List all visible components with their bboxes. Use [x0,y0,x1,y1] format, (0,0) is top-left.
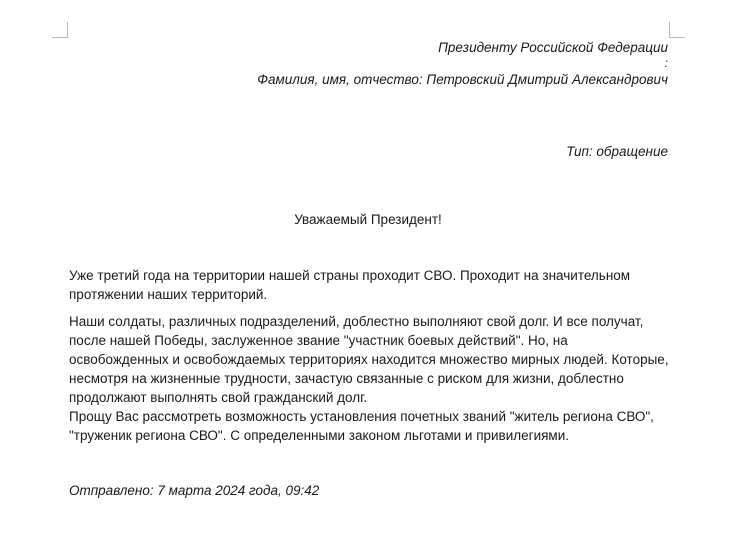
document-type-line: Тип: обращение [566,144,668,159]
salutation: Уважаемый Президент! [294,212,442,227]
page-corner-mark-top-left [52,22,68,38]
sender-name-line: Фамилия, имя, отчество: Петровский Дмитрий Александрович [257,72,668,87]
page-corner-mark-top-right [669,22,685,38]
sent-timestamp: Отправлено: 7 марта 2024 года, 09:42 [69,483,320,498]
paragraph-2: Наши солдаты, различных подразделений, доблестно выполняют свой долг. И все получат, после нашей Победы, заслуженное звание "участник боевых действий". Но, на освобожденных и освобождаемых территориях находится множество мирных людей. Которые, несмотря на жизненные трудности, зачастую связанные с риском для жизни, доблестно продолжают выполнять свой гражданский долг. [69,314,669,405]
addressee-line: Президенту Российской Федерации [438,40,668,55]
paragraph-3: Прощу Вас рассмотреть возможность установления почетных званий "житель региона СВО", "труженик региона СВО". С определенными законом льготами и привилегиями. [69,409,654,443]
paragraph-1: Уже третий года на территории нашей страны проходит СВО. Проходит на значительном протяжении наших территорий. [69,268,631,302]
addressee-colon: : [664,56,668,70]
